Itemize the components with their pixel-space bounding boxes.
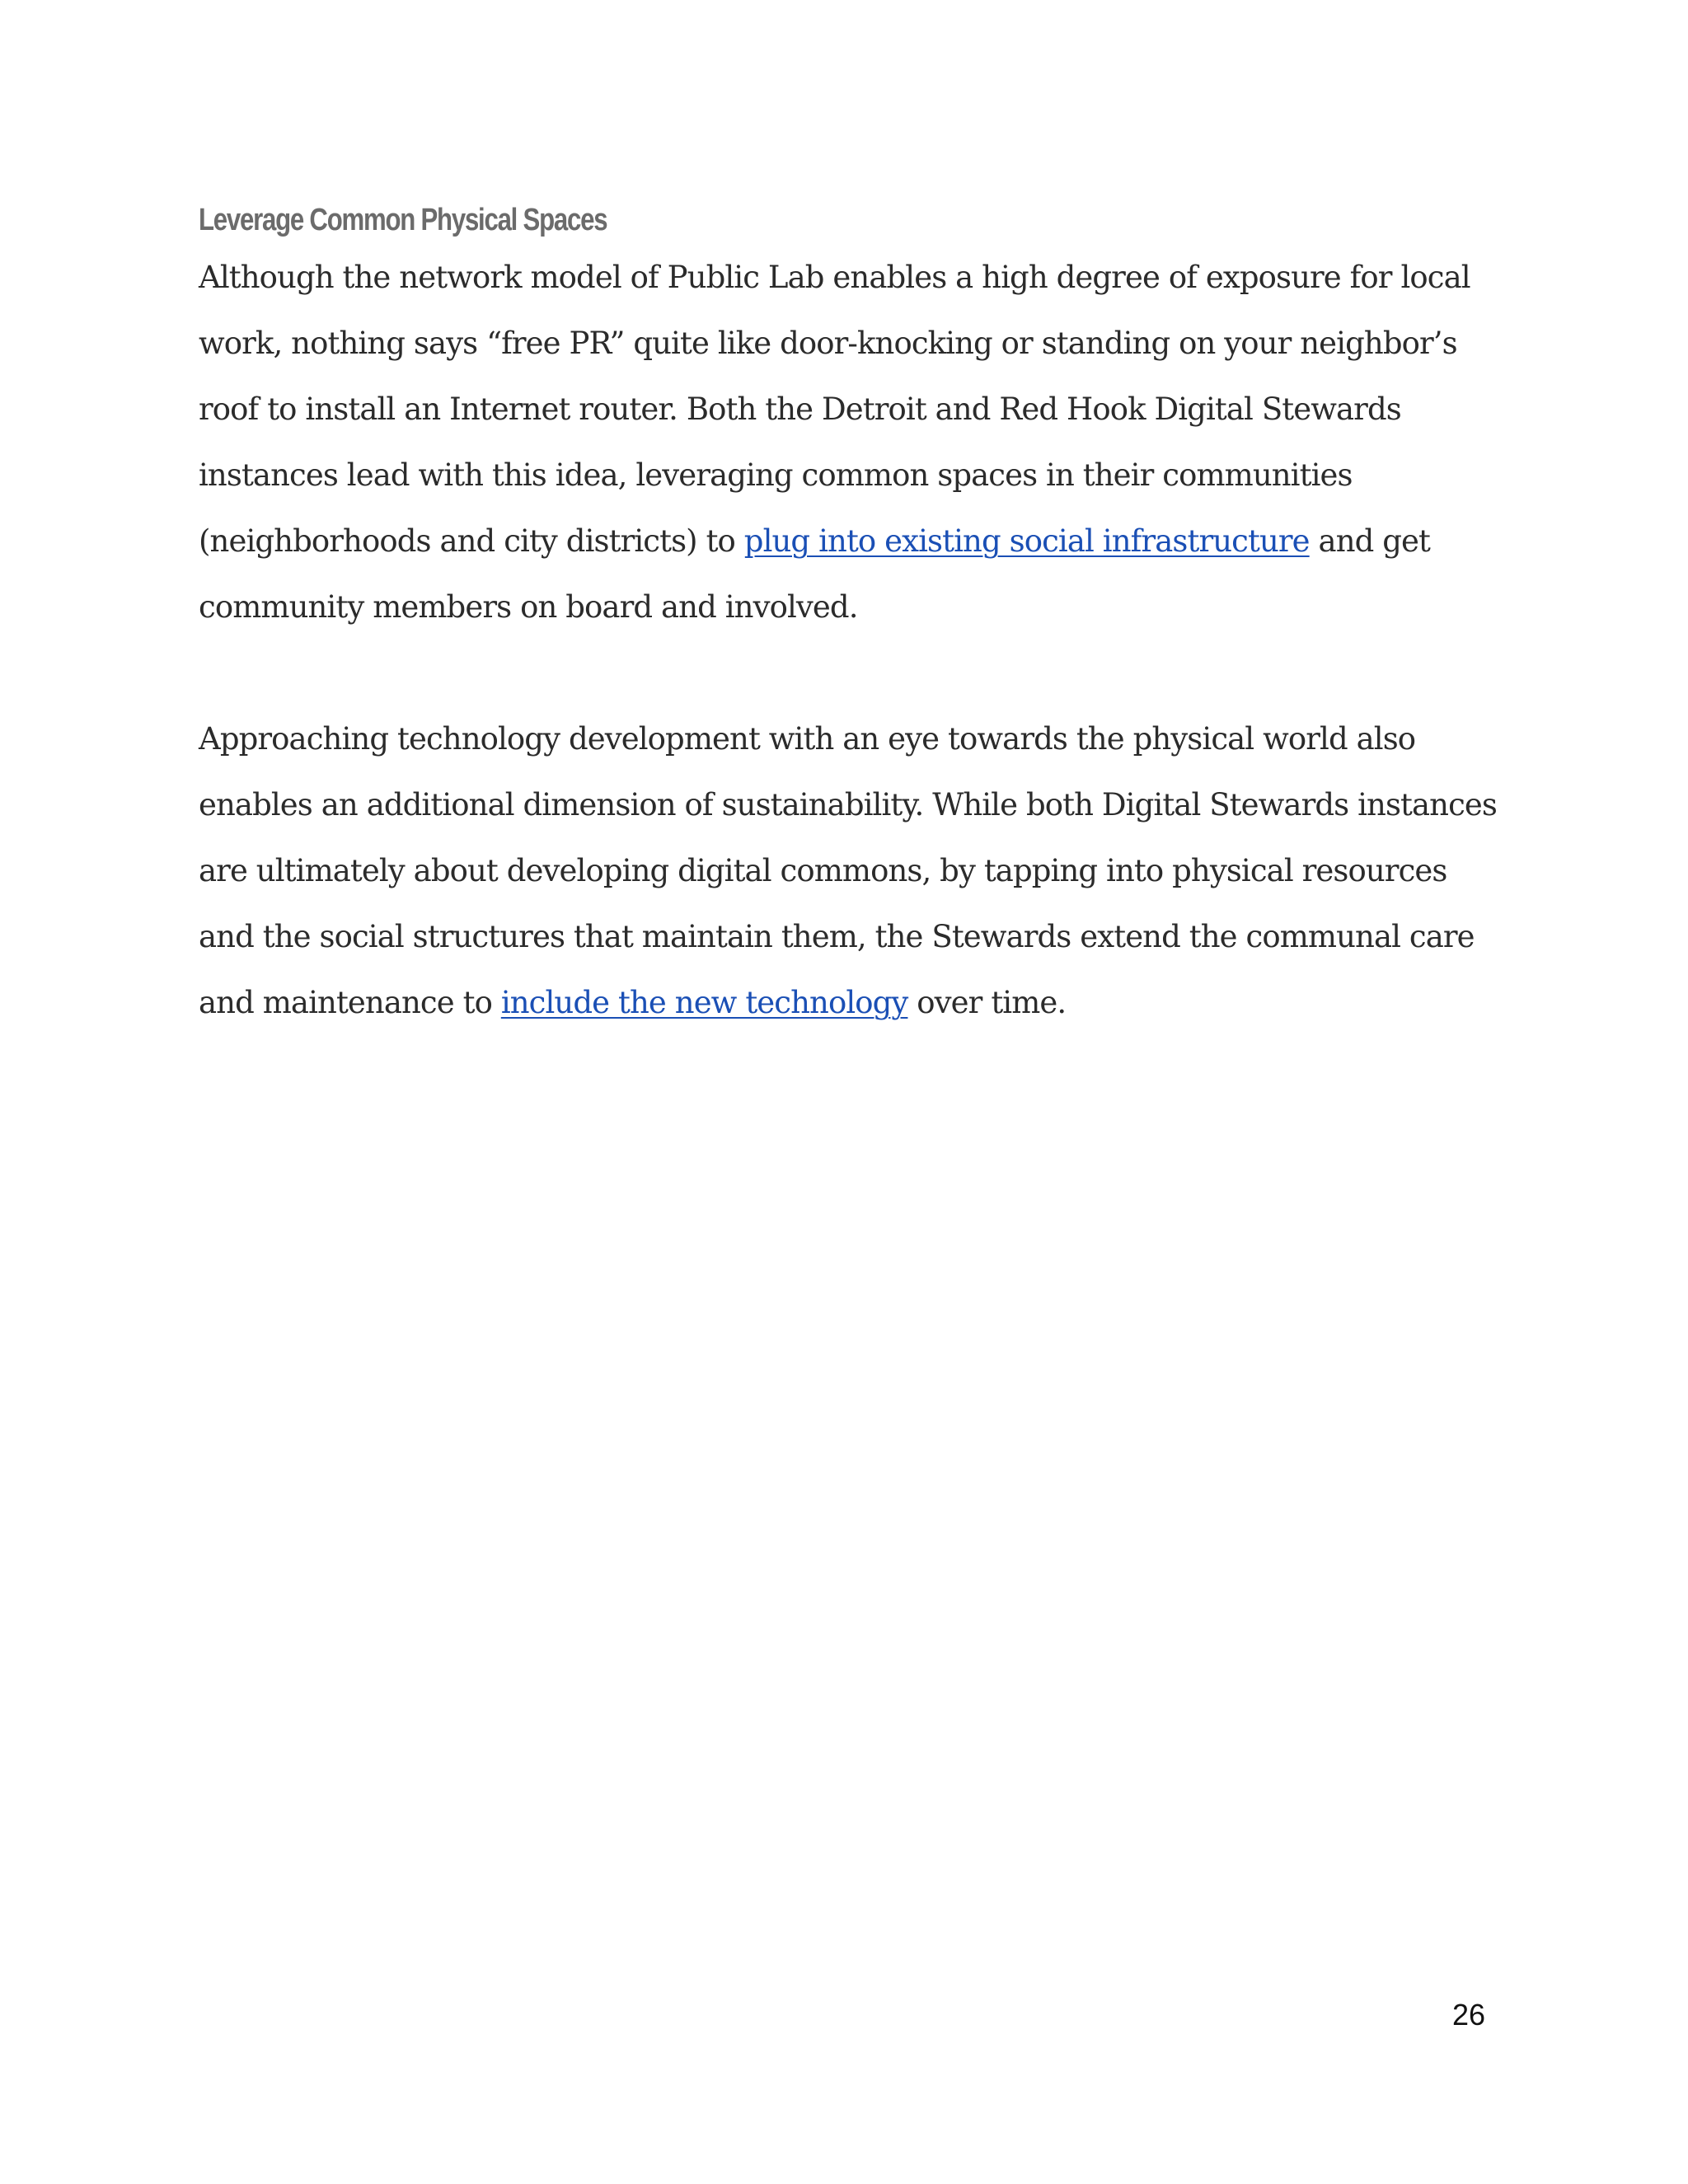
link-new-technology[interactable]: include the new technology [500,985,908,1020]
page-content [199,202,1501,1036]
link-social-infrastructure[interactable]: plug into existing social infrastructure [743,523,1310,559]
paragraph-2 [199,706,1501,1036]
page-number: 26 [1451,1998,1485,2032]
paragraph-1-text-start: Although the network model of Public Lab enables a high degree of exposure for local work, nothing says “free PR” quite like door-knocking or standing on your neighbor’s roof to install an Internet router. Both the Detroit and Red Hook Digital Stewards instances lead with this idea, leveraging common spaces in their communities (neighborhoods and city districts) to [199,260,1470,559]
paragraph-1 [199,245,1501,640]
section-heading: Leverage Common Physical Spaces [199,203,607,237]
paragraph-2-text-start: Approaching technology development with an eye towards the physical world also enables an additional dimension of sustainability. While both Digital Stewards instances are ultimately about developing digital commons, by tapping into physical resources and the social structures that maintain them, the Stewards extend the communal care and maintenance to [199,721,1498,1020]
paragraph-1-text-end: and get community members on board and involved. [199,523,1431,625]
paragraph-2-text-end: over time. [907,985,1067,1020]
